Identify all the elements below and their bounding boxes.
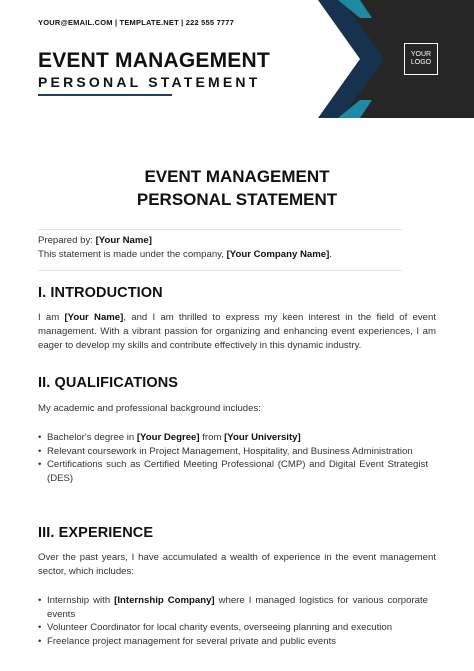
experience-intro: Over the past years, I have accumulated a wealth of experience in the event management sector, which includes: — [38, 552, 436, 577]
header-banner — [0, 0, 474, 118]
list-item: • Freelance project management for several private and public events — [38, 635, 428, 649]
header-subtitle: PERSONAL STATEMENT — [38, 74, 261, 90]
exp-b1-text-b: where I managed logistics for various corporate events — [47, 595, 429, 620]
header-underline — [38, 94, 172, 96]
list-item — [38, 594, 428, 621]
qualifications-intro: My academic and professional background includes: — [38, 403, 261, 414]
qualifications-list — [38, 431, 428, 485]
introduction-paragraph — [38, 311, 436, 353]
exp-company: [Internship Company] — [114, 595, 215, 606]
qual-b1-text-a: Bachelor's degree in — [47, 432, 137, 443]
section-heading-qualifications: II. QUALIFICATIONS — [38, 375, 179, 391]
prepared-by-line — [38, 235, 438, 246]
logo-placeholder — [404, 43, 438, 75]
document-title-line2: PERSONAL STATEMENT — [136, 190, 338, 209]
divider-bottom — [38, 270, 402, 271]
statement-suffix: . — [329, 249, 332, 260]
prepared-name: [Your Name] — [95, 235, 152, 246]
header-title: EVENT MANAGEMENT — [38, 49, 270, 72]
logo-text-line2: LOGO — [410, 59, 432, 66]
statement-company: [Your Company Name] — [226, 249, 330, 260]
qual-university: [Your University] — [224, 432, 301, 443]
intro-name: [Your Name] — [64, 312, 124, 323]
intro-text-b: , and I am thrilled to express my keen interest in the field of event management. With a vibrant passion for organizing and enhancing event experiences, I am eager to develop my skills and contribute effectively in this dynamic industry. — [38, 312, 436, 351]
exp-b1-text-a: Internship with — [47, 595, 115, 606]
prepared-label: Prepared by: — [38, 235, 96, 246]
document-title-line1: EVENT MANAGEMENT — [144, 167, 330, 186]
list-item: • Relevant coursework in Project Management, Hospitality, and Business Administration — [38, 445, 428, 459]
section-heading-experience: III. EXPERIENCE — [38, 525, 154, 541]
list-item: • Volunteer Coordinator for local charity events, overseeing planning and execution — [38, 621, 428, 635]
list-item: • Certifications such as Certified Meeting Professional (CMP) and Digital Event Strategist (DES) — [38, 458, 428, 485]
contact-line: YOUR@EMAIL.COM | TEMPLATE.NET | 222 555 7777 — [38, 18, 235, 27]
logo-text-line1: YOUR — [410, 51, 432, 58]
statement-prefix: This statement is made under the company, — [38, 249, 227, 260]
intro-text-a: I am — [38, 312, 65, 323]
qual-degree: [Your Degree] — [136, 432, 200, 443]
divider-top — [38, 229, 402, 230]
statement-line — [38, 249, 438, 260]
experience-list — [38, 594, 428, 648]
list-item — [38, 431, 428, 445]
section-heading-introduction: I. INTRODUCTION — [38, 285, 163, 301]
qual-b1-text-b: from — [199, 432, 225, 443]
